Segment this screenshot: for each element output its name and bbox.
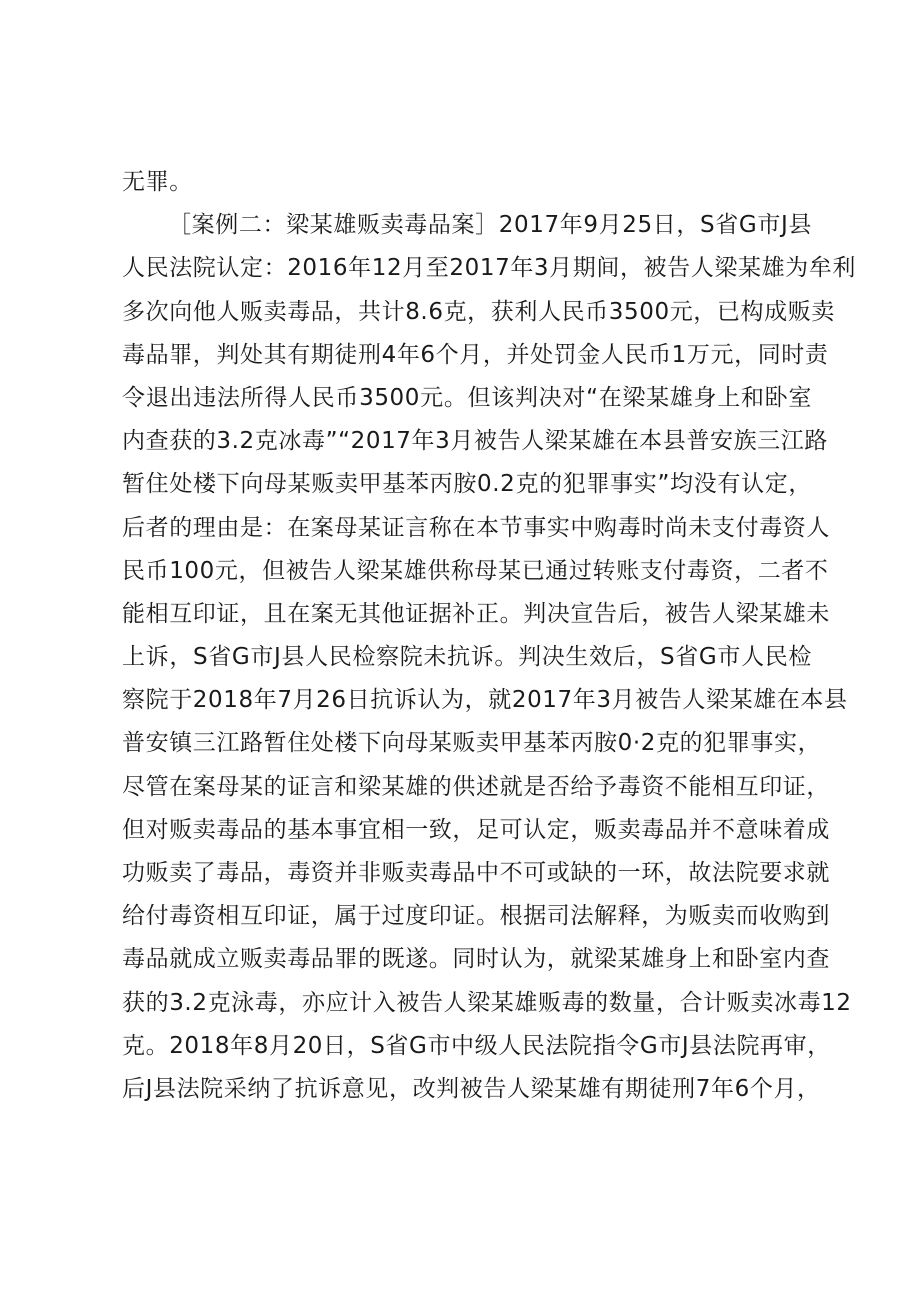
text-line: 给付毒资相互印证，属于过度印证。根据司法解释，为贩卖而收购到 bbox=[122, 903, 830, 930]
text-line: 多次向他人贩卖毒品，共计8.6克，获利人民币3500元，已构成贩卖 bbox=[122, 298, 835, 325]
text-line: 无罪。 bbox=[122, 169, 193, 195]
text-line: 获的3.2克泳毒，亦应计入被告人梁某雄贩毒的数量，合计贩卖冰毒12 bbox=[122, 989, 852, 1016]
text-line: 毒品罪，判处其有期徒刑4年6个月，并处罚金人民币1万元，同时责 bbox=[122, 341, 829, 368]
text-line: 暂住处楼下向母某贩卖甲基苯丙胺0.2克的犯罪事实”均没有认定， bbox=[122, 471, 812, 498]
text-line: 克。2018年8月20日，S省G市中级人民法院指令G市J县法院再审， bbox=[122, 1032, 831, 1059]
text-line: 尽管在案母某的证言和梁某雄的供述就是否给予毒资不能相互印证， bbox=[122, 773, 830, 800]
text-line: 普安镇三江路暂住处楼下向母某贩卖甲基苯丙胺0·2克的犯罪事实， bbox=[122, 730, 822, 757]
text-line: ［案例二：梁某雄贩卖毒品案］2017年9月25日，S省G市J县 bbox=[168, 212, 812, 239]
text-line: 令退出违法所得人民币3500元。但该判决对“在梁某雄身上和卧室 bbox=[122, 384, 812, 411]
text-line: 毒品就成立贩卖毒品罪的既遂。同时认为，就梁某雄身上和卧室内查 bbox=[122, 946, 830, 973]
body-text bbox=[122, 161, 856, 1111]
text-line: 能相互印证，且在案无其他证据补正。判决宣告后，被告人梁某雄未 bbox=[122, 600, 830, 627]
text-line: 内查获的3.2克冰毒”“2017年3月被告人梁某雄在本县普安族三江路 bbox=[122, 428, 828, 455]
text-line: 功贩卖了毒品，毒资并非贩卖毒品中不可或缺的一环，故法院要求就 bbox=[122, 860, 830, 886]
text-line: 后者的理由是：在案母某证言称在本节事实中购毒时尚未支付毒资人 bbox=[122, 514, 830, 541]
text-line: 人民法院认定：2016年12月至2017年3月期间，被告人梁某雄为牟利 bbox=[122, 255, 856, 282]
text-line: 后J县法院采纳了抗诉意见，改判被告人梁某雄有期徒刑7年6个月， bbox=[122, 1075, 821, 1102]
text-line: 民币100元，但被告人梁某雄供称母某已通过转账支付毒资，二者不 bbox=[122, 557, 829, 584]
text-line: 察院于2018年7月26日抗诉认为，就2017年3月被告人梁某雄在本县 bbox=[122, 687, 848, 714]
text-line: 但对贩卖毒品的基本事宜相一致，足可认定，贩卖毒品并不意味着成 bbox=[122, 816, 830, 843]
text-line: 上诉，S省G市J县人民检察院未抗诉。判决生效后，S省G市人民检 bbox=[122, 644, 812, 671]
